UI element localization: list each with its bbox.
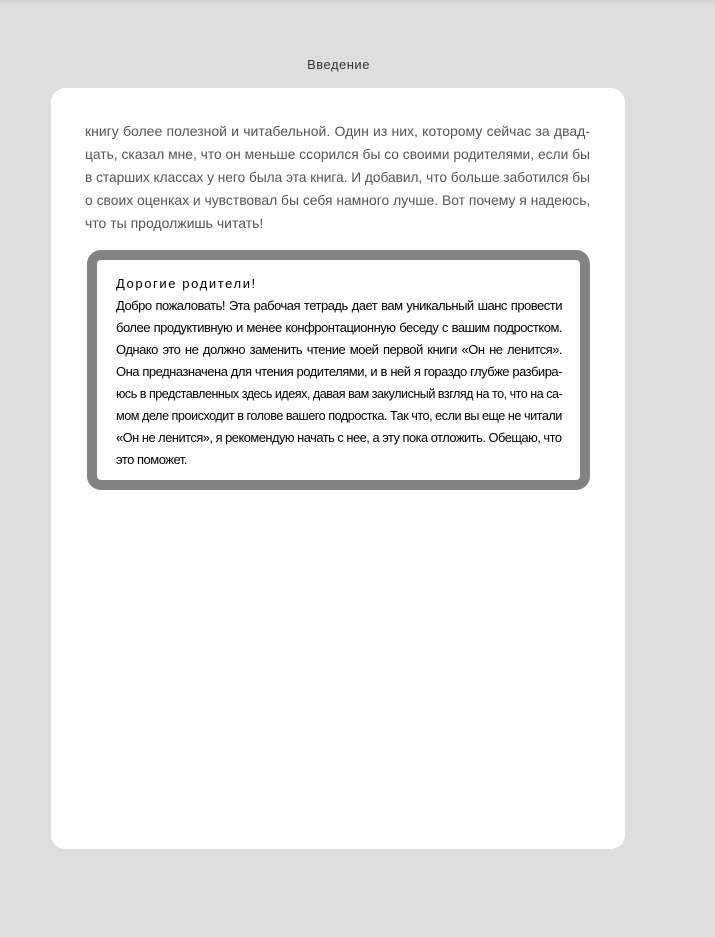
body-line: книгу более полезной и читабельной. Один из них, которому сейчас за двад- [85, 123, 590, 139]
body-text [85, 120, 590, 235]
note-line: Добро пожаловать! Эта рабочая тетрадь дает вам уникальный шанс провести [116, 298, 562, 313]
body-line: цать, сказал мне, что он меньше ссорился бы со своими родителями, если бы [85, 146, 590, 162]
note-line: юсь в представленных здесь идеях, давая вам закулисный взгляд на то, что на са- [116, 386, 563, 401]
note-title: Дорогие родители! [116, 276, 257, 291]
note-line: «Он не ленится», я рекомендую начать с нее, а эту пока отложить. Обещаю, что [116, 430, 562, 445]
page [51, 88, 625, 849]
note-text [116, 295, 562, 471]
note-line: мом деле происходит в голове вашего подростка. Так что, если вы еще не читали [116, 408, 562, 423]
parents-note-box [87, 250, 590, 490]
body-line: что ты продолжишь читать! [85, 215, 264, 231]
top-shadow [0, 0, 715, 6]
note-line: Она предназначена для чтения родителями, и в ней я гораздо глубже разбира- [116, 364, 562, 379]
note-line: более продуктивную и менее конфронтационную беседу с вашим подростком. [116, 320, 562, 335]
chapter-header: Введение [307, 57, 370, 72]
body-line: о своих оценках и чувствовал бы себя намного лучше. Вот почему я надеюсь, [85, 192, 591, 208]
body-line: в старших классах у него была эта книга. И добавил, что больше заботился бы [85, 169, 590, 185]
note-line: это поможет. [116, 452, 187, 467]
note-line: Однако это не должно заменить чтение моей первой книги «Он не ленится». [116, 342, 562, 357]
